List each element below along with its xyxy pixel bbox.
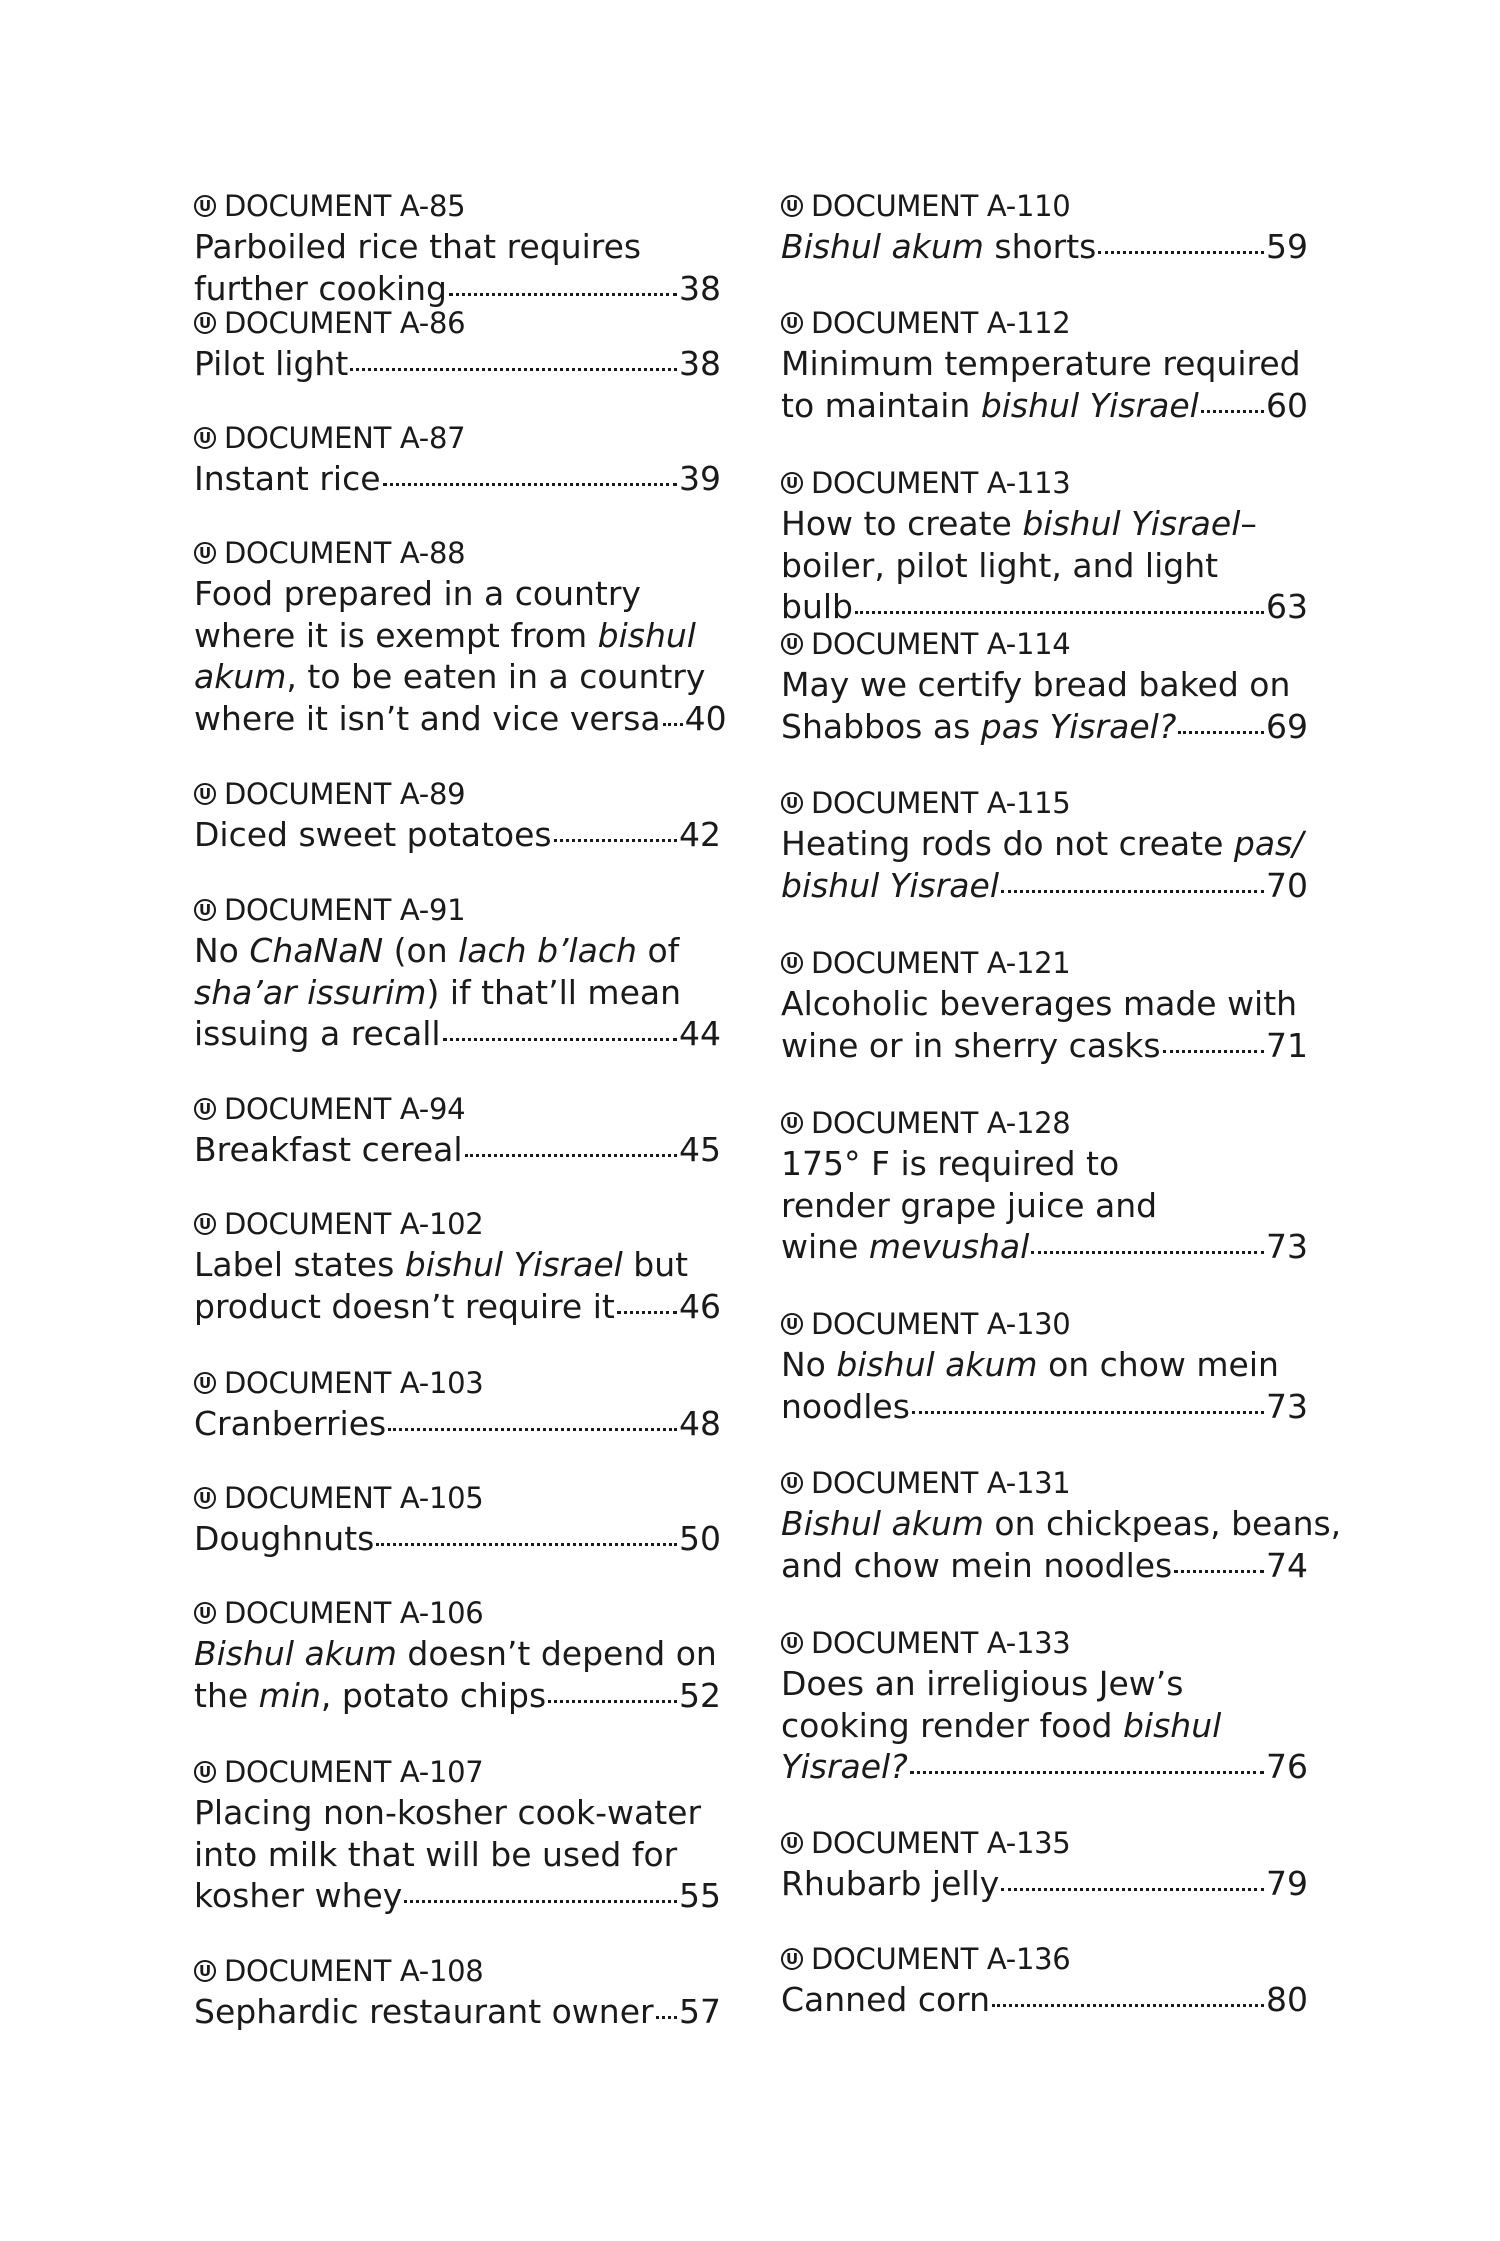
title-line: render grape juice and: [781, 1185, 1158, 1225]
title-last-line: wine mevushal 73: [781, 1227, 1308, 1266]
dot-leader: [656, 2016, 677, 2019]
dot-leader: [912, 1411, 1264, 1414]
document-number: DOCUMENT A-133: [811, 1626, 1071, 1660]
title-last-line: where it isn’t and vice versa 40: [194, 698, 727, 738]
ou-kosher-icon: U: [194, 1960, 216, 1982]
title-line: akum, to be eaten in a country: [194, 657, 706, 696]
ou-kosher-icon: U: [194, 195, 216, 217]
document-label: [194, 1478, 721, 1518]
ou-kosher-icon: U: [781, 633, 803, 655]
entry-title: [781, 1344, 1308, 1427]
page-number: 63: [1266, 587, 1308, 626]
dot-leader: [910, 1771, 1264, 1774]
document-number: DOCUMENT A-91: [224, 893, 466, 927]
title-last-line: Pilot light 38: [194, 344, 721, 383]
entry-title: [194, 1792, 721, 1917]
ou-kosher-icon: U: [194, 542, 216, 564]
document-label: [194, 1089, 721, 1129]
dot-leader: [663, 723, 683, 726]
page-number: 45: [679, 1130, 721, 1169]
dot-leader: [388, 1428, 677, 1431]
ou-kosher-icon: U: [781, 1472, 803, 1494]
ou-kosher-icon: U: [781, 1313, 803, 1335]
document-label: [194, 1951, 721, 1991]
document-number: DOCUMENT A-85: [224, 189, 466, 223]
document-label: [781, 783, 1308, 823]
page-number: 57: [679, 1992, 721, 2031]
dot-leader: [1201, 410, 1264, 413]
page-number: 38: [679, 268, 721, 308]
dot-leader: [1098, 251, 1264, 254]
document-label: [194, 303, 721, 343]
entry-title: [781, 1503, 1342, 1586]
document-number: DOCUMENT A-105: [224, 1481, 484, 1515]
document-number: DOCUMENT A-114: [811, 627, 1071, 661]
document-label: [781, 303, 1308, 343]
title-line: Does an irreligious Jew’s: [781, 1664, 1184, 1703]
dot-leader: [1163, 1050, 1264, 1053]
toc-entry[interactable]: [194, 1478, 721, 1560]
toc-entry[interactable]: [194, 1204, 721, 1327]
document-number: DOCUMENT A-88: [224, 536, 466, 570]
title-last-line: Rhubarb jelly 79: [781, 1864, 1308, 1903]
document-label: [781, 186, 1308, 226]
document-label: [194, 1363, 721, 1403]
dot-leader: [992, 2004, 1264, 2007]
entry-title: [781, 226, 1308, 268]
dot-leader: [1001, 1888, 1264, 1891]
toc-entry[interactable]: [781, 303, 1308, 426]
page-number: 59: [1266, 227, 1308, 266]
document-label: [781, 1103, 1308, 1143]
entry-title: [781, 664, 1308, 747]
title-last-line: bulb 63: [781, 587, 1308, 626]
ou-kosher-icon: U: [194, 899, 216, 921]
ou-kosher-icon: U: [194, 783, 216, 805]
document-label: [194, 186, 721, 226]
page-number: 76: [1266, 1747, 1308, 1786]
document-label: [194, 774, 721, 814]
title-line: Bishul akum on chickpeas, beans,: [781, 1504, 1342, 1543]
page-number: 73: [1266, 1386, 1308, 1426]
page-number: 70: [1266, 865, 1308, 905]
ou-kosher-icon: U: [194, 312, 216, 334]
ou-kosher-icon: U: [194, 1372, 216, 1394]
title-last-line: Sephardic restaurant owner 57: [194, 1992, 721, 2031]
title-last-line: Shabbos as pas Yisrael? 69: [781, 706, 1308, 746]
dot-leader: [855, 611, 1264, 614]
dot-leader: [350, 368, 677, 371]
document-label: [194, 1752, 721, 1792]
page-number: 69: [1266, 706, 1308, 746]
toc-entry[interactable]: [194, 303, 721, 385]
title-last-line: Breakfast cereal 45: [194, 1130, 721, 1169]
document-number: DOCUMENT A-110: [811, 189, 1071, 223]
toc-entry[interactable]: [781, 783, 1308, 906]
document-label: [781, 463, 1308, 503]
document-number: DOCUMENT A-131: [811, 1466, 1071, 1500]
title-line: sha’ar issurim) if that’ll mean: [194, 972, 682, 1012]
page-number: 50: [679, 1519, 721, 1558]
entry-title: [194, 458, 721, 500]
toc-entry[interactable]: [194, 1089, 721, 1171]
page-number: 38: [679, 344, 721, 383]
document-label: [194, 890, 721, 930]
toc-entry[interactable]: [781, 1823, 1308, 1905]
entry-title: [781, 1663, 1308, 1788]
entry-title: [194, 1244, 721, 1327]
ou-kosher-icon: U: [781, 312, 803, 334]
toc-entry[interactable]: [194, 418, 721, 500]
title-line: No bishul akum on chow mein: [781, 1345, 1279, 1384]
page-number: 39: [679, 459, 721, 498]
dot-leader: [617, 1311, 677, 1314]
page-number: 79: [1266, 1864, 1308, 1903]
ou-kosher-icon: U: [194, 1098, 216, 1120]
page-number: 60: [1266, 385, 1308, 425]
entry-title: [194, 573, 727, 739]
page-number: 73: [1266, 1227, 1308, 1266]
document-number: DOCUMENT A-108: [224, 1954, 484, 1988]
dot-leader: [376, 1543, 677, 1546]
document-number: DOCUMENT A-87: [224, 421, 466, 455]
document-number: DOCUMENT A-136: [811, 1942, 1071, 1976]
title-line: May we certify bread baked on: [781, 665, 1291, 704]
toc-entry[interactable]: [194, 774, 721, 856]
entry-title: [781, 343, 1308, 426]
document-label: [781, 1823, 1308, 1863]
toc-entry[interactable]: [781, 1103, 1308, 1268]
entry-title: [781, 983, 1308, 1066]
page-number: 74: [1266, 1545, 1308, 1585]
title-last-line: Bishul akum shorts 59: [781, 227, 1308, 266]
ou-kosher-icon: U: [194, 1487, 216, 1509]
page-number: 71: [1266, 1025, 1308, 1065]
title-last-line: issuing a recall 44: [194, 1014, 721, 1053]
title-line: where it is exempt from bishul: [194, 615, 696, 655]
entry-title: [194, 1633, 721, 1716]
document-number: DOCUMENT A-106: [224, 1596, 484, 1630]
toc-entry[interactable]: [194, 533, 727, 739]
entry-title: [194, 226, 721, 309]
document-label: [781, 1304, 1308, 1344]
document-number: DOCUMENT A-112: [811, 306, 1071, 340]
document-number: DOCUMENT A-89: [224, 777, 466, 811]
title-line: Alcoholic beverages made with: [781, 984, 1298, 1023]
document-number: DOCUMENT A-115: [811, 786, 1071, 820]
ou-kosher-icon: U: [194, 1761, 216, 1783]
toc-entry[interactable]: [781, 1304, 1308, 1427]
ou-kosher-icon: U: [781, 472, 803, 494]
document-number: DOCUMENT A-86: [224, 306, 466, 340]
toc-entry[interactable]: [781, 1939, 1308, 2021]
toc-entry[interactable]: [194, 1951, 721, 2033]
entry-title: [194, 1518, 721, 1560]
page-number: 80: [1266, 1980, 1308, 2019]
ou-kosher-icon: U: [781, 1832, 803, 1854]
dot-leader: [548, 1700, 677, 1703]
dot-leader: [383, 483, 677, 486]
title-last-line: to maintain bishul Yisrael 60: [781, 385, 1308, 425]
document-label: [781, 624, 1308, 664]
ou-kosher-icon: U: [781, 952, 803, 974]
toc-entry[interactable]: [194, 1363, 721, 1445]
entry-title: [194, 814, 721, 856]
ou-kosher-icon: U: [781, 1948, 803, 1970]
dot-leader: [1001, 890, 1264, 893]
dot-leader: [1178, 731, 1264, 734]
document-label: [194, 533, 721, 573]
entry-title: [781, 503, 1308, 628]
title-last-line: Doughnuts 50: [194, 1519, 721, 1558]
document-label: [781, 1623, 1308, 1663]
entry-title: [781, 1143, 1308, 1268]
toc-entry[interactable]: [194, 186, 721, 309]
title-line: Minimum temperature required: [781, 344, 1301, 383]
title-last-line: product doesn’t require it 46: [194, 1286, 721, 1326]
toc-entry[interactable]: [194, 890, 721, 1055]
document-label: [194, 1593, 721, 1633]
entry-title: [781, 1863, 1308, 1905]
entry-title: [194, 343, 721, 385]
page-number: 46: [679, 1286, 721, 1326]
title-line: Parboiled rice that requires: [194, 227, 642, 266]
title-last-line: Yisrael? 76: [781, 1747, 1308, 1786]
document-number: DOCUMENT A-128: [811, 1106, 1071, 1140]
document-label: [781, 943, 1308, 983]
title-line: into milk that will be used for: [194, 1834, 678, 1874]
dot-leader: [554, 839, 677, 842]
title-line: Bishul akum doesn’t depend on: [194, 1634, 717, 1673]
page-number: 48: [679, 1404, 721, 1443]
toc-entry[interactable]: [781, 186, 1308, 268]
title-line: No ChaNaN (on lach b’lach of: [194, 931, 680, 970]
page-number: 42: [679, 815, 721, 854]
ou-kosher-icon: U: [781, 1112, 803, 1134]
dot-leader: [449, 293, 677, 296]
ou-kosher-icon: U: [781, 195, 803, 217]
title-last-line: Instant rice 39: [194, 459, 721, 498]
ou-kosher-icon: U: [194, 427, 216, 449]
title-line: Heating rods do not create pas/: [781, 824, 1304, 863]
dot-leader: [443, 1038, 677, 1041]
document-number: DOCUMENT A-107: [224, 1755, 484, 1789]
ou-kosher-icon: U: [194, 1602, 216, 1624]
page-number: 40: [684, 698, 727, 738]
document-label: [781, 1939, 1308, 1979]
document-number: DOCUMENT A-130: [811, 1307, 1071, 1341]
document-number: DOCUMENT A-121: [811, 946, 1071, 980]
document-number: DOCUMENT A-94: [224, 1092, 466, 1126]
toc-entry[interactable]: [781, 624, 1308, 747]
entry-title: [194, 930, 721, 1055]
title-last-line: the min, potato chips 52: [194, 1675, 721, 1715]
title-last-line: Cranberries 48: [194, 1404, 721, 1443]
title-line: How to create bishul Yisrael–: [781, 504, 1257, 543]
page-number: 44: [679, 1014, 721, 1053]
title-line: Placing non-kosher cook-water: [194, 1793, 702, 1832]
document-label: [194, 418, 721, 458]
title-last-line: and chow mein noodles 74: [781, 1545, 1308, 1585]
dot-leader: [465, 1154, 677, 1157]
document-number: DOCUMENT A-113: [811, 466, 1071, 500]
title-last-line: Diced sweet potatoes 42: [194, 815, 721, 854]
entry-title: [194, 1129, 721, 1171]
title-last-line: Canned corn 80: [781, 1980, 1308, 2019]
toc-entry[interactable]: [781, 463, 1308, 628]
document-number: DOCUMENT A-102: [224, 1207, 484, 1241]
toc-entry[interactable]: [781, 943, 1308, 1066]
entry-title: [781, 1979, 1308, 2021]
page-number: 55: [679, 1876, 721, 1915]
toc-entry[interactable]: [781, 1463, 1342, 1586]
title-line: 175° F is required to: [781, 1144, 1120, 1183]
toc-entry[interactable]: [781, 1623, 1308, 1788]
dot-leader: [1174, 1570, 1264, 1573]
title-line: boiler, pilot light, and light: [781, 545, 1219, 585]
document-number: DOCUMENT A-103: [224, 1366, 484, 1400]
title-last-line: further cooking 38: [194, 268, 721, 308]
title-last-line: noodles 73: [781, 1386, 1308, 1426]
title-last-line: wine or in sherry casks 71: [781, 1025, 1308, 1065]
title-line: Label states bishul Yisrael but: [194, 1245, 689, 1284]
toc-entry[interactable]: [194, 1752, 721, 1917]
dot-leader: [1031, 1251, 1264, 1254]
document-label: [781, 1463, 1308, 1503]
toc-entry[interactable]: [194, 1593, 721, 1716]
ou-kosher-icon: U: [194, 1213, 216, 1235]
document-label: [194, 1204, 721, 1244]
title-line: cooking render food bishul: [781, 1705, 1222, 1745]
document-number: DOCUMENT A-135: [811, 1826, 1071, 1860]
entry-title: [194, 1991, 721, 2033]
title-last-line: bishul Yisrael 70: [781, 865, 1308, 905]
title-last-line: kosher whey 55: [194, 1876, 721, 1915]
page-number: 52: [679, 1675, 721, 1715]
ou-kosher-icon: U: [781, 1632, 803, 1654]
title-line: Food prepared in a country: [194, 574, 641, 613]
ou-kosher-icon: U: [781, 792, 803, 814]
entry-title: [781, 823, 1308, 906]
dot-leader: [404, 1900, 677, 1903]
entry-title: [194, 1403, 721, 1445]
